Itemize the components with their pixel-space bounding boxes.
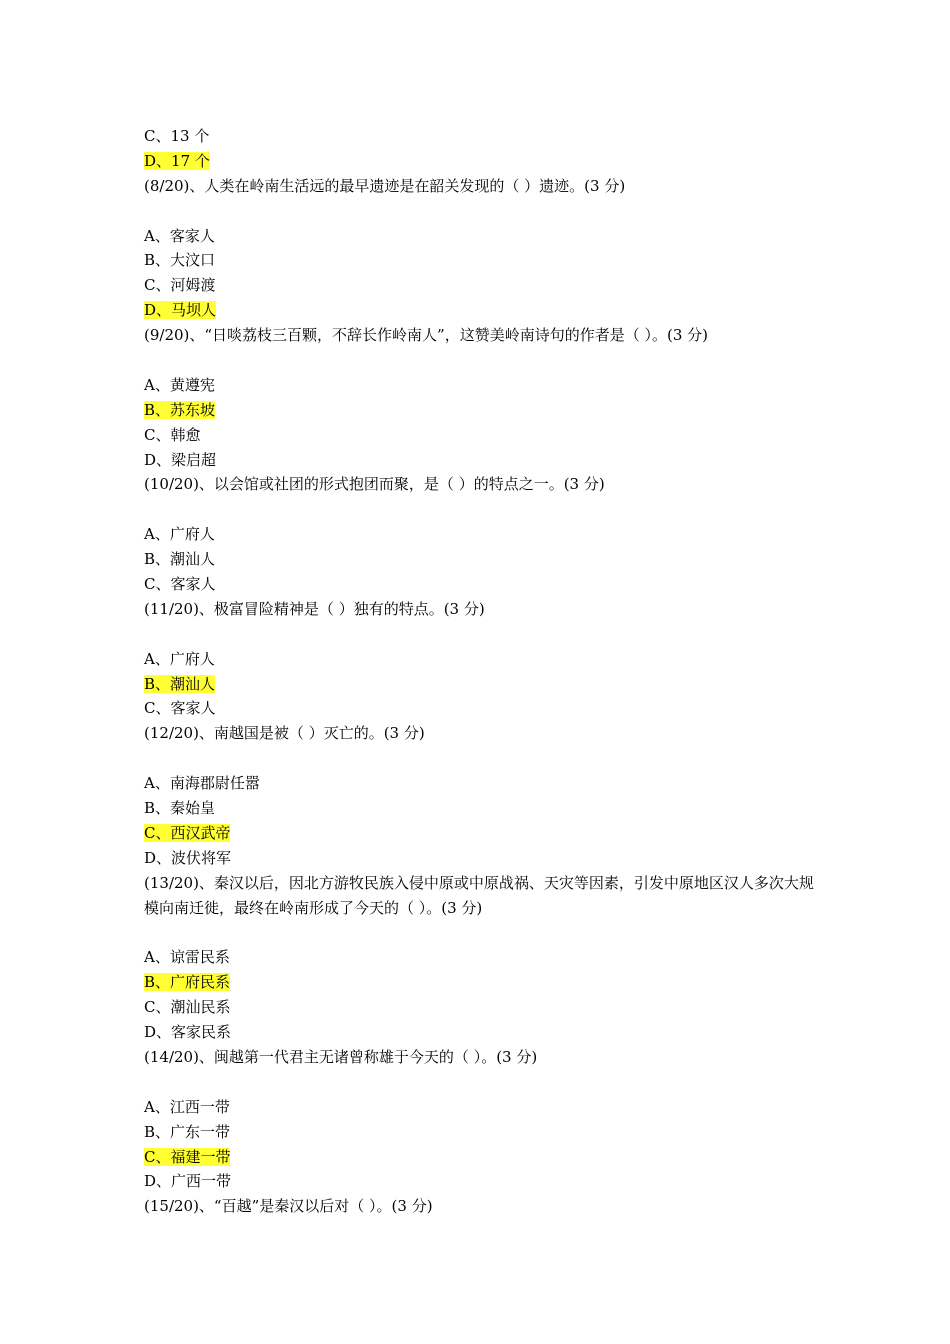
- question-text: [144, 1045, 824, 1070]
- answer-option: [144, 398, 824, 423]
- blank-line: [144, 199, 824, 224]
- answer-option: [144, 945, 824, 970]
- question-text: [144, 323, 824, 348]
- blank-line: [144, 1070, 824, 1095]
- option-label: A、谅雷民系: [144, 948, 230, 967]
- question-text: [144, 721, 824, 746]
- option-label: D、马坝人: [144, 301, 217, 320]
- question-label: (8/20)、人类在岭南生活远的最早遗迹是在韶关发现的（ ）遗迹。(3 分): [144, 176, 626, 195]
- option-label: A、黄遵宪: [144, 375, 215, 394]
- option-label: A、江西一带: [144, 1097, 230, 1116]
- question-text: [144, 174, 824, 199]
- question-label: (13/20)、秦汉以后，因北方游牧民族入侵中原或中原战祸、天灾等因素，引发中原地区汉人多次大规模向南迁徙，最终在岭南形成了今天的（ ）。(3 分): [144, 873, 814, 917]
- option-label: D、广西一带: [144, 1172, 232, 1191]
- option-label: B、潮汕人: [144, 674, 216, 693]
- answer-option: [144, 771, 824, 796]
- answer-option: [144, 846, 824, 871]
- option-label: C、韩愈: [144, 425, 201, 444]
- question-label: (14/20)、闽越第一代君主无诸曾称雄于今天的（ ）。(3 分): [144, 1047, 538, 1066]
- answer-option: [144, 821, 824, 846]
- answer-option: [144, 273, 824, 298]
- option-label: C、西汉武帝: [144, 823, 231, 842]
- option-label: D、17 个: [144, 151, 210, 170]
- option-label: C、客家人: [144, 575, 216, 594]
- answer-option: [144, 423, 824, 448]
- answer-option: [144, 373, 824, 398]
- option-label: A、客家人: [144, 226, 215, 245]
- answer-option: [144, 448, 824, 473]
- answer-option: [144, 248, 824, 273]
- question-text: [144, 871, 824, 921]
- answer-option: [144, 672, 824, 697]
- option-label: A、广府人: [144, 525, 215, 544]
- question-text: [144, 1194, 824, 1219]
- question-label: (11/20)、极富冒险精神是（ ）独有的特点。(3 分): [144, 599, 485, 618]
- blank-line: [144, 622, 824, 647]
- option-label: D、波伏将军: [144, 848, 232, 867]
- question-label: (15/20)、“百越”是秦汉以后对（ ）。(3 分): [144, 1197, 433, 1216]
- option-label: D、梁启超: [144, 450, 217, 469]
- question-label: (12/20)、南越国是被（ ）灭亡的。(3 分): [144, 724, 425, 743]
- option-label: C、客家人: [144, 699, 216, 718]
- answer-option: [144, 224, 824, 249]
- answer-option: [144, 124, 824, 149]
- answer-option: [144, 970, 824, 995]
- blank-line: [144, 497, 824, 522]
- answer-option: [144, 696, 824, 721]
- answer-option: [144, 547, 824, 572]
- document-page: [144, 124, 824, 1219]
- answer-option: [144, 1120, 824, 1145]
- question-text: [144, 472, 824, 497]
- question-text: [144, 597, 824, 622]
- answer-option: [144, 522, 824, 547]
- answer-option: [144, 1020, 824, 1045]
- question-label: (10/20)、以会馆或社团的形式抱团而聚，是（ ）的特点之一。(3 分): [144, 475, 605, 494]
- answer-option: [144, 298, 824, 323]
- option-label: B、广府民系: [144, 973, 231, 992]
- option-label: B、潮汕人: [144, 550, 216, 569]
- option-label: B、秦始皇: [144, 799, 216, 818]
- answer-option: [144, 796, 824, 821]
- option-label: A、广府人: [144, 649, 215, 668]
- option-label: D、客家民系: [144, 1023, 232, 1042]
- blank-line: [144, 921, 824, 946]
- answer-option: [144, 1095, 824, 1120]
- answer-option: [144, 647, 824, 672]
- option-label: C、13 个: [144, 127, 210, 145]
- option-label: C、河姆渡: [144, 276, 216, 295]
- question-label: (9/20)、“日啖荔枝三百颗，不辞长作岭南人”，这赞美岭南诗句的作者是（ ）。(3 分): [144, 326, 709, 345]
- option-label: B、广东一带: [144, 1122, 231, 1141]
- option-label: C、福建一带: [144, 1147, 231, 1166]
- blank-line: [144, 348, 824, 373]
- answer-option: [144, 1169, 824, 1194]
- answer-option: [144, 1145, 824, 1170]
- option-label: A、南海郡尉任嚣: [144, 774, 260, 793]
- blank-line: [144, 746, 824, 771]
- option-label: B、大汶口: [144, 251, 216, 270]
- option-label: C、潮汕民系: [144, 998, 231, 1017]
- option-label: B、苏东坡: [144, 400, 216, 419]
- answer-option: [144, 572, 824, 597]
- answer-option: [144, 995, 824, 1020]
- answer-option: [144, 149, 824, 174]
